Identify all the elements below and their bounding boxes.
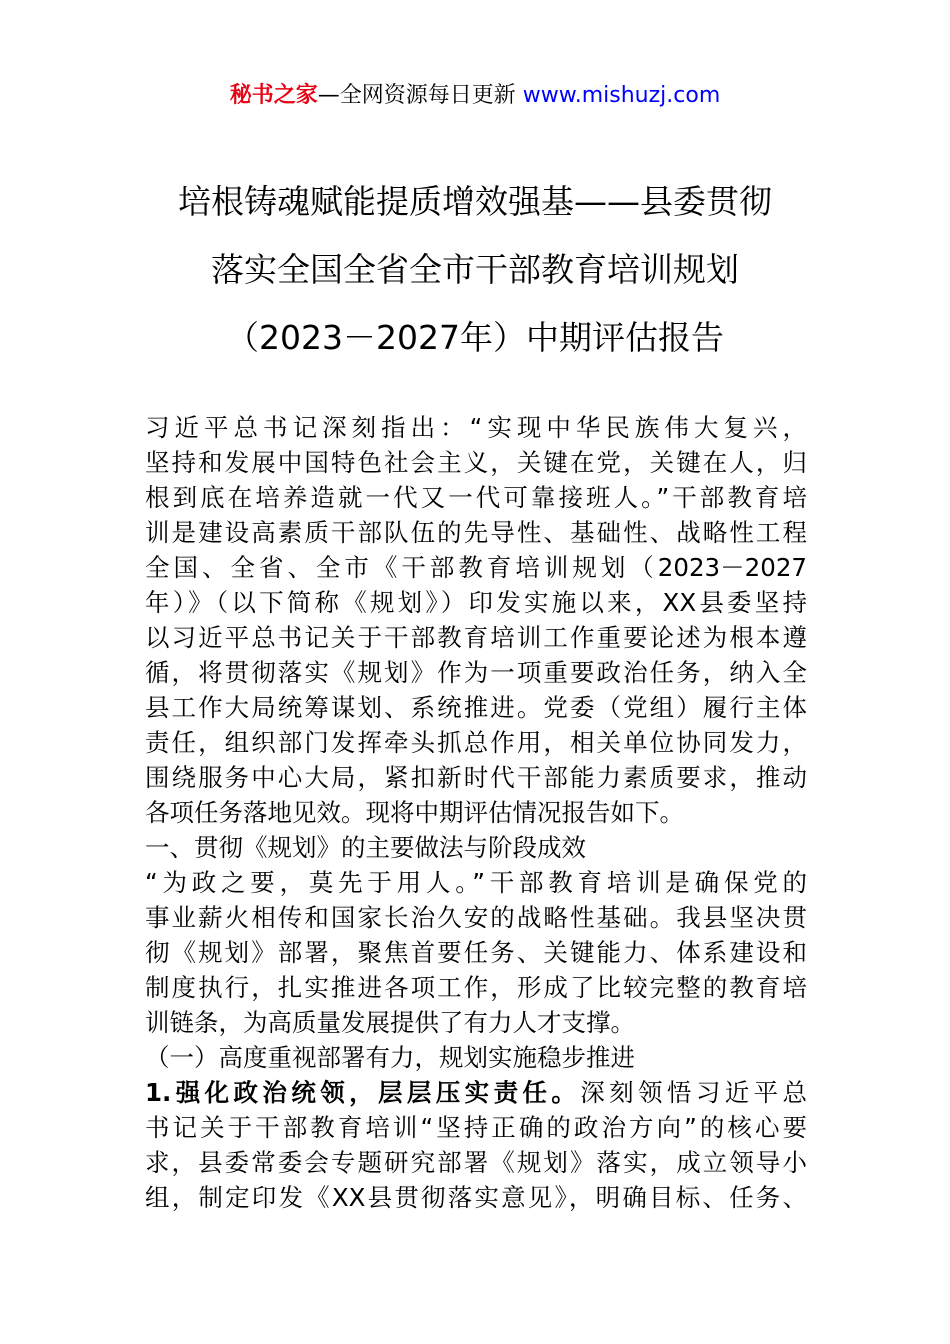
body-line: 彻《规划》部署，聚焦首要任务、关键能力、体系建设和 (145, 938, 807, 967)
item-1-text: 深刻领悟习近平总 (580, 1078, 807, 1107)
item-1-line (145, 1075, 807, 1110)
body-line: 习近平总书记深刻指出：“实现中华民族伟大复兴， (145, 413, 807, 442)
body-line: 训是建设高素质干部队伍的先导性、基础性、战略性工程 (145, 518, 807, 547)
body-line: 循，将贯彻落实《规划》作为一项重要政治任务，纳入全 (145, 658, 807, 687)
site-banner (0, 81, 950, 111)
body-line: 全国、全省、全市《干部教育培训规划（2023－2027 (145, 553, 807, 582)
subsection-heading-1: （一）高度重视部署有力，规划实施稳步推进 (145, 1043, 635, 1072)
body-line: 求，县委常委会专题研究部署《规划》落实，成立领导小 (145, 1148, 807, 1177)
body-line: 根到底在培养造就一代又一代可靠接班人。”干部教育培 (145, 483, 807, 512)
item-1-heading: 1.强化政治统领，层层压实责任。 (145, 1078, 581, 1107)
body-line: 坚持和发展中国特色社会主义，关键在党，关键在人，归 (145, 448, 807, 477)
body-line: 年）》（以下简称《规划》）印发实施以来，XX县委坚持 (145, 588, 807, 617)
document-title-line-2: 落实全国全省全市干部教育培训规划 (211, 250, 739, 289)
body-line: “为政之要，莫先于用人。”干部教育培训是确保党的 (145, 868, 807, 897)
body-line: 责任，组织部门发挥牵头抓总作用，相关单位协同发力， (145, 728, 807, 757)
document-title-line-3: （2023－2027年）中期评估报告 (226, 318, 724, 357)
banner-brand: 秘书之家 (229, 83, 318, 108)
section-heading-1: 一、贯彻《规划》的主要做法与阶段成效 (145, 833, 586, 862)
body-line: 组，制定印发《XX县贯彻落实意见》，明确目标、任务、 (145, 1183, 807, 1212)
body-line: 县工作大局统筹谋划、系统推进。党委（党组）履行主体 (145, 693, 807, 722)
banner-slogan: —全网资源每日更新 (317, 83, 523, 108)
body-line: 各项任务落地见效。现将中期评估情况报告如下。 (145, 798, 684, 827)
body-line: 训链条，为高质量发展提供了有力人才支撑。 (145, 1008, 635, 1037)
banner-url-link[interactable]: www.mishuzj.com (522, 83, 721, 108)
body-line: 书记关于干部教育培训“坚持正确的政治方向”的核心要 (145, 1113, 807, 1142)
body-line: 围绕服务中心大局，紧扣新时代干部能力素质要求，推动 (145, 763, 807, 792)
body-line: 制度执行，扎实推进各项工作，形成了比较完整的教育培 (145, 973, 807, 1002)
document-title-line-1: 培根铸魂赋能提质增效强基——县委贯彻 (178, 182, 772, 221)
body-line: 以习近平总书记关于干部教育培训工作重要论述为根本遵 (145, 623, 807, 652)
body-line: 事业薪火相传和国家长治久安的战略性基础。我县坚决贯 (145, 903, 807, 932)
